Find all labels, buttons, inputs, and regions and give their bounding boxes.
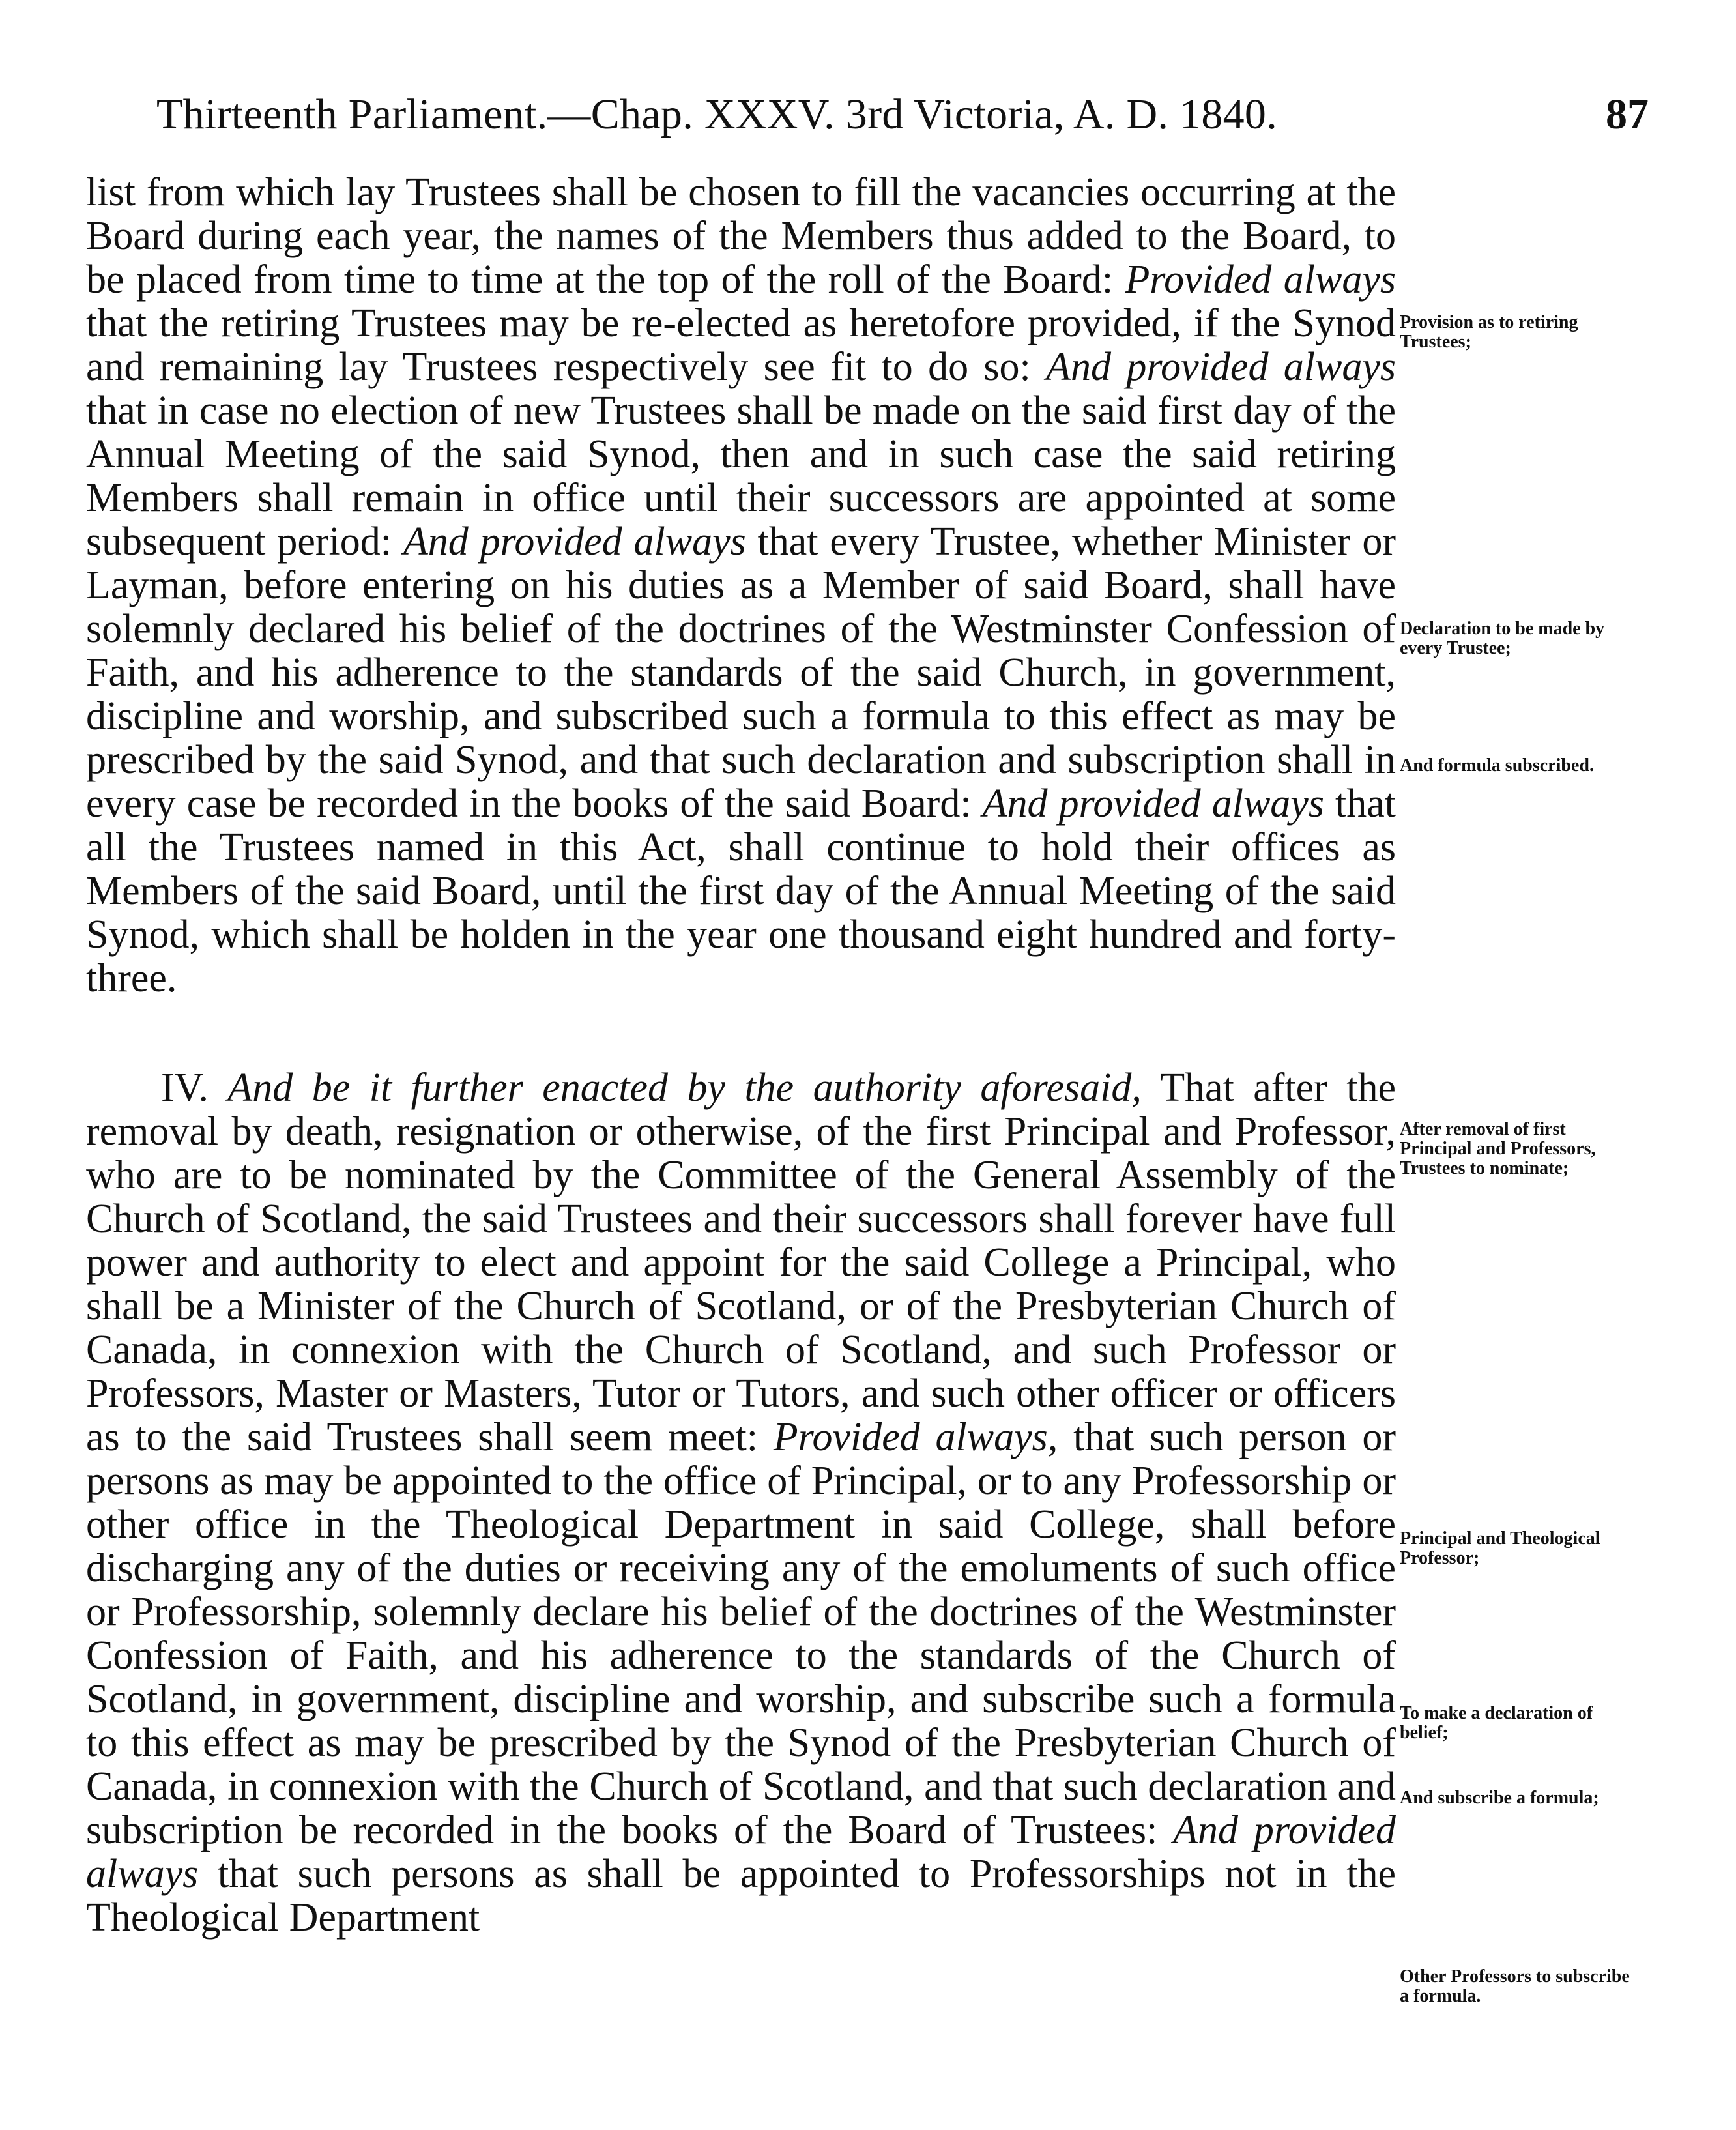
margin-note-declaration: Declaration to be made by every Trustee; — [1400, 619, 1605, 658]
section-iv — [86, 1066, 1396, 1940]
header-title: Thirteenth Parliament.—Chap. XXXV. 3rd Victoria, A. D. 1840. — [156, 91, 1278, 138]
italic-proviso: And provided always — [1046, 345, 1396, 389]
text-run: That after the removal by death, resignation or otherwise, of the first Principal and Professor, who are to be nominated by the Committee of the General Assembly of the Church of Scotland, the said Trustees and their successors shall forever have full power and authority to elect and appoint for the said College a Principal, who shall be a Minister of the Church of Scotland, or of the Presbyterian Church of Canada, in connexion with the Church of Scotland, and such Professor or Professors, Master or Masters, Tutor or Tutors, and such other officer or officers as to the said Trustees shall seem meet: — [86, 1066, 1396, 1459]
text-run: that in case no election of new Trustees shall be made on the said first day of the Annual Meeting of the said Synod, then and in such case the said retiring Members shall remain in office until their successors are appointed at some subsequent period: — [86, 388, 1396, 564]
italic-proviso: And provided always — [403, 519, 746, 564]
section-number: IV. — [161, 1066, 228, 1110]
italic-enactment: And be it further enacted by the authority aforesaid, — [227, 1066, 1142, 1110]
italic-proviso: And provided always — [982, 781, 1324, 826]
text-run: that such person or persons as may be appointed to the office of Principal, or to any Professorship or other office in the Theological Department in said College, shall before discharging any of the duties or receiving any of the emoluments of such office or Professorship, solemnly declare his belief of the doctrines of the Westminster Confession of Faith, and his adherence to the standards of the Church of Scotland, in government, discipline and worship, and subscribe such a formula to this effect as may be prescribed by the Synod of the Presbyterian Church of Canada, in connexion with the Church of Scotland, and that such declaration and subscription be recorded in the books of the Board of Trustees: — [86, 1415, 1396, 1852]
margin-note-after-removal: After removal of first Principal and Professors, Trustees to nominate; — [1400, 1119, 1596, 1178]
text-run: that the retiring Trustees may be re-elected as heretofore provided, if the Synod and remaining lay Trustees respectively see fit to do so: — [86, 301, 1396, 389]
text-run: that such persons as shall be appointed to Professorships not in the Theological Department — [86, 1852, 1396, 1940]
text-run: that all the Trustees named in this Act, shall continue to hold their offices as Members of the said Board, until the first day of the Annual Meeting of the said Synod, which shall be holden in the year one thousand eight hundred and forty-three. — [86, 781, 1396, 1000]
body-text — [86, 171, 1396, 1940]
running-header — [156, 82, 1649, 147]
margin-note-principal-professor: Principal and Theological Professor; — [1400, 1528, 1600, 1568]
margin-note-subscribe-formula: And subscribe a formula; — [1400, 1788, 1599, 1808]
margin-note-other-professors: Other Professors to subscribe a formula. — [1400, 1966, 1630, 2006]
italic-proviso: Provided always, — [773, 1415, 1058, 1459]
page-number: 87 — [1606, 91, 1649, 138]
margin-note-make-declaration: To make a declaration of belief; — [1400, 1703, 1593, 1743]
paragraph-continuation — [86, 171, 1396, 1000]
italic-proviso: And provided always — [86, 1808, 1396, 1896]
margin-note-formula: And formula subscribed. — [1400, 755, 1594, 776]
italic-proviso: Provided always — [1125, 257, 1396, 302]
margin-note-retiring-trustees: Provision as to retiring Trustees; — [1400, 312, 1578, 352]
text-run: that every Trustee, whether Minister or Layman, before entering on his duties as a Member of said Board, shall have solemnly declared his belief of the doctrines of the Westminster Confession of Faith, and his adherence to the standards of the said Church, in government, discipline and worship, and subscribed such a formula to this effect as may be prescribed by the said Synod, and that such declaration and subscription shall in every case be recorded in the books of the said Board: — [86, 519, 1396, 826]
text-run: list from which lay Trustees shall be chosen to fill the vacancies occurring at the Board during each year, the names of the Members thus added to the Board, to be placed from time to time at the top of the roll of the Board: — [86, 170, 1396, 302]
